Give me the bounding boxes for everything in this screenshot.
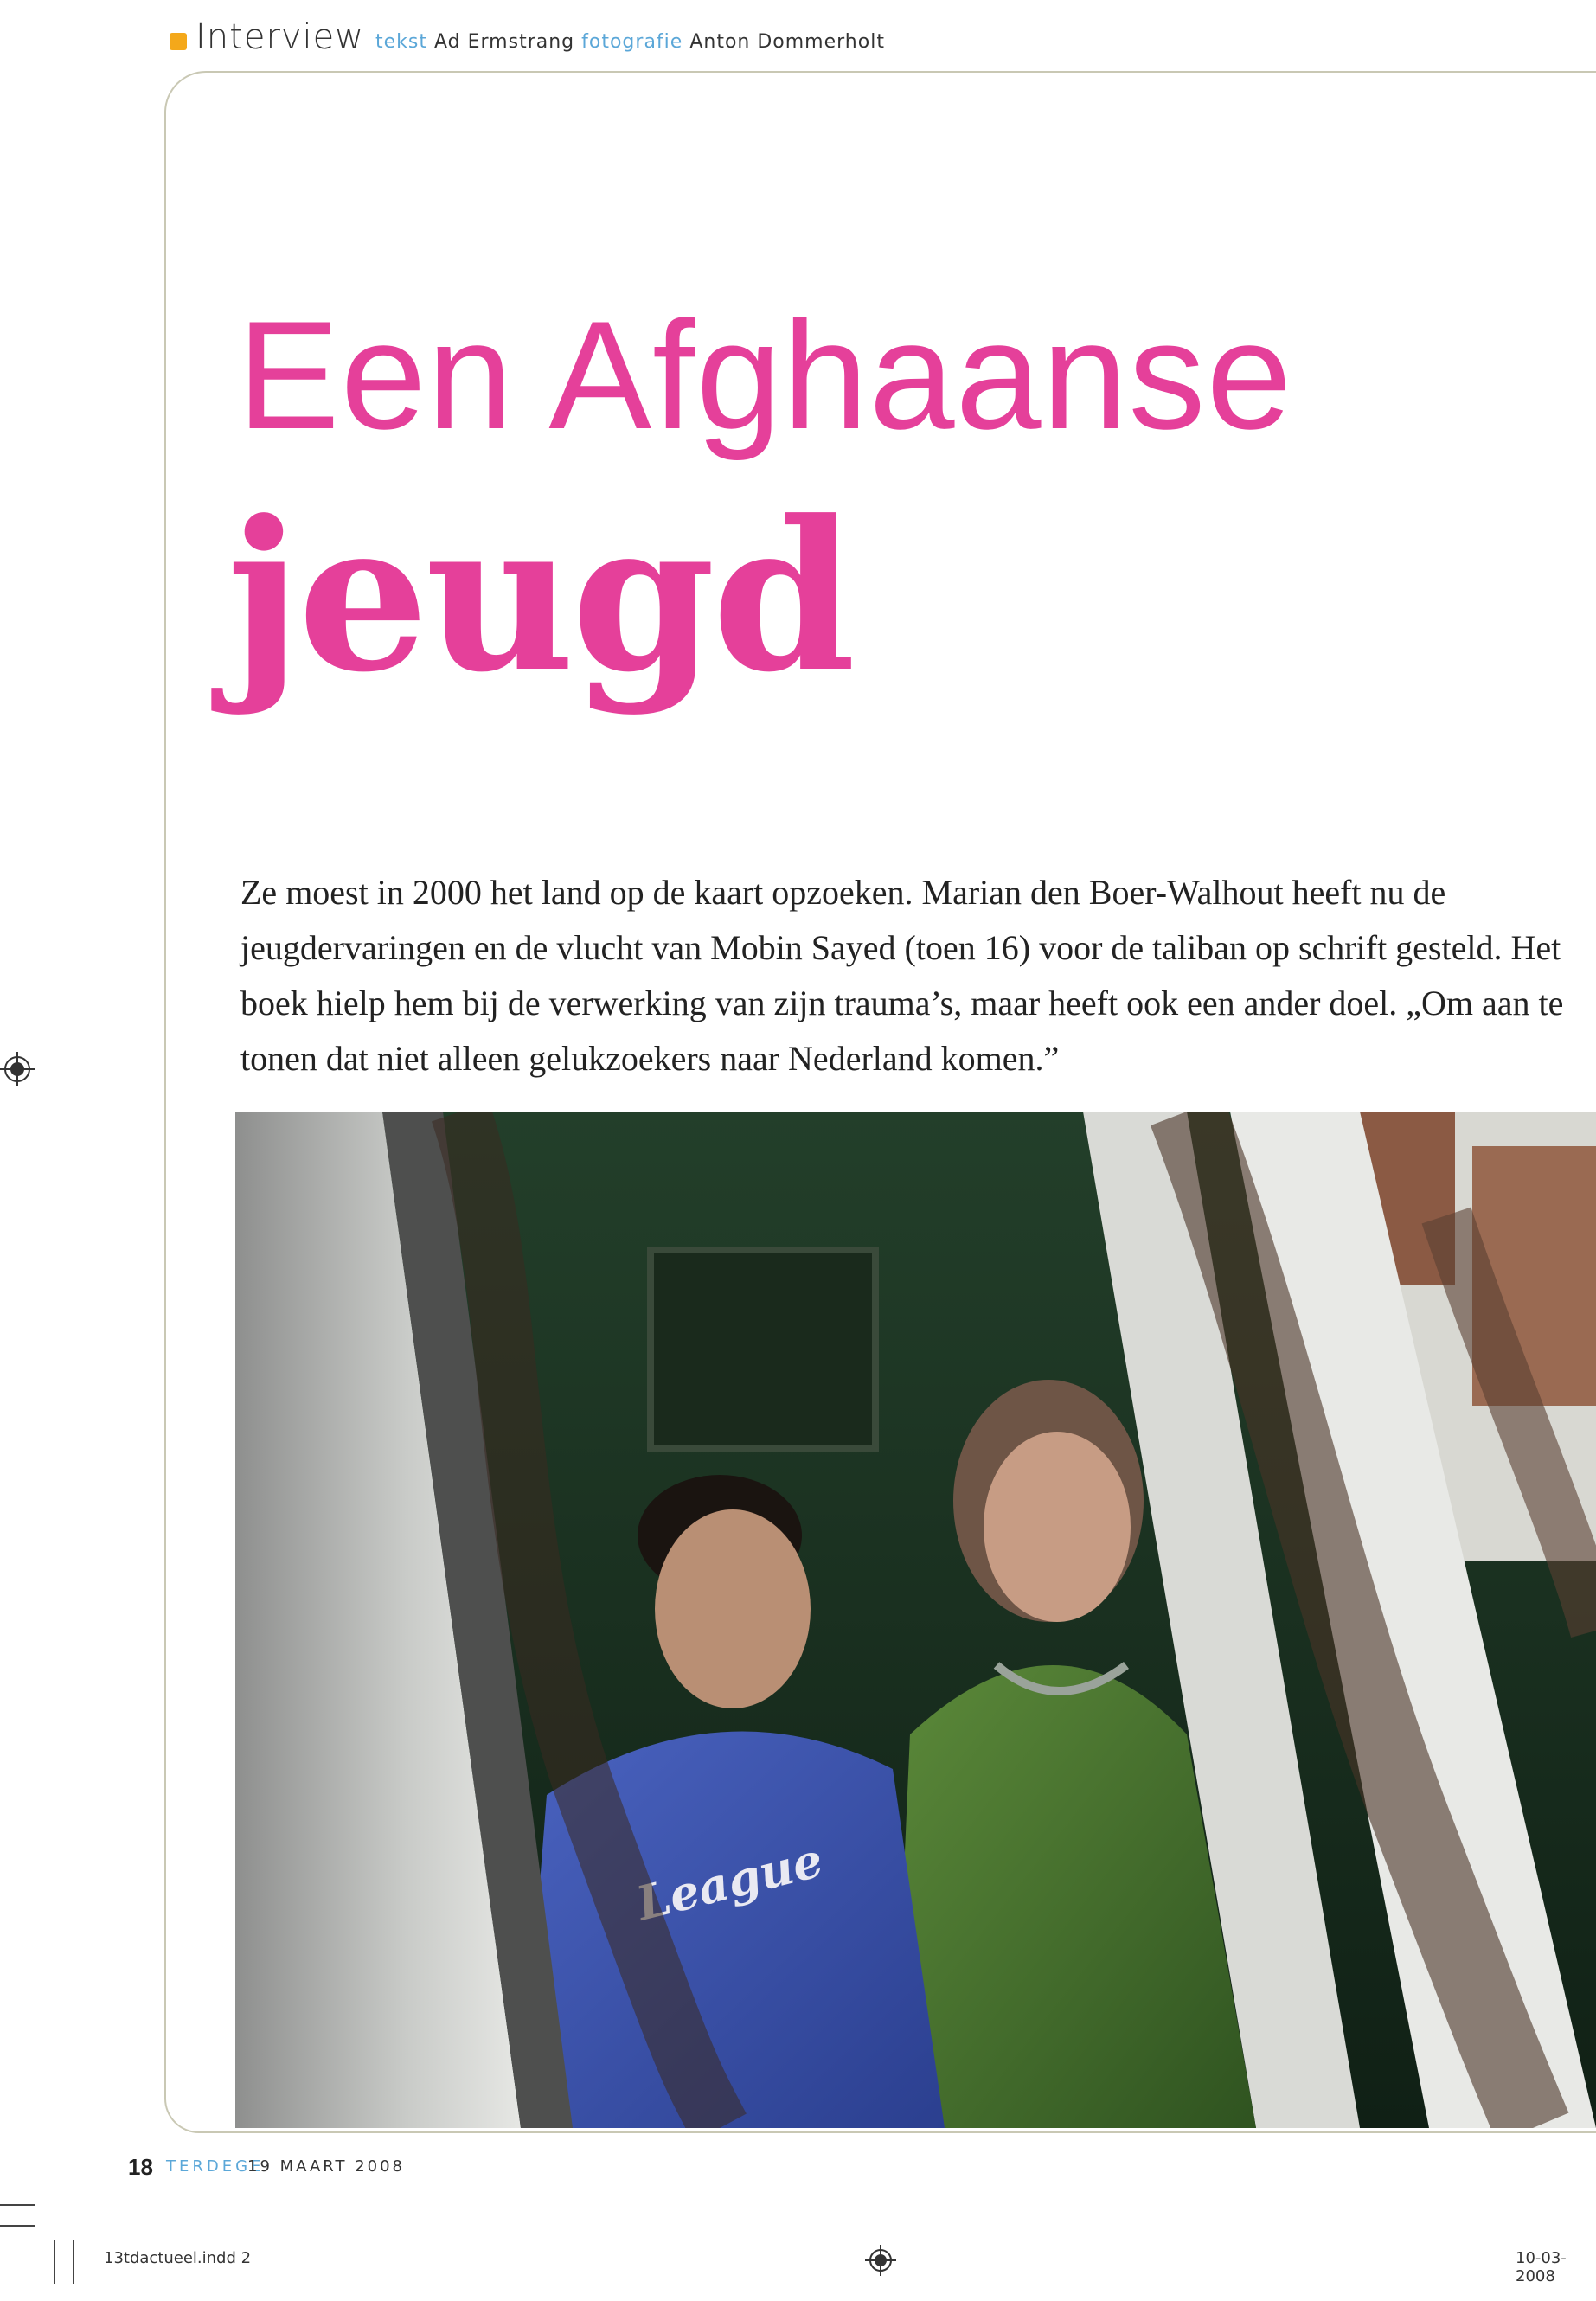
credit-photo-label: fotografie [581, 31, 683, 53]
registration-mark-icon [0, 1052, 35, 1086]
credit-photo-name: Anton Dommerholt [689, 31, 885, 53]
headline-line-1: Een Afghaanse [237, 289, 1293, 461]
crop-mark [0, 2204, 35, 2206]
crop-mark [0, 2225, 35, 2227]
magazine-name: TERDEGE [166, 2157, 265, 2176]
page-number: 18 [128, 2154, 153, 2180]
section-marker-icon [170, 33, 187, 50]
registration-mark-icon [865, 2245, 896, 2276]
crop-mark [73, 2240, 74, 2284]
slug-date: 10-03-2008 [1516, 2249, 1567, 2285]
credit-text-label: tekst [375, 31, 427, 53]
lead-paragraph: Ze moest in 2000 het land op de kaart opzoeken. Marian den Boer-Walhout heeft nu de jeugdervaringen en de vlucht van Mobin Sayed (toen 16) voor de taliban op schrift gesteld. Het boek hielp hem bij de verwerking van zijn trauma’s, maar heeft ook een ander doel. „Om aan te tonen dat niet alleen gelukzoekers naar Nederland komen.” [240, 873, 1564, 1078]
credit-text-name: Ad Ermstrang [434, 31, 575, 53]
headline-line-2: jeugd [227, 477, 853, 718]
credits-line [375, 31, 885, 53]
issue-date: 19 MAART 2008 [247, 2157, 406, 2176]
shirt-print: League [631, 1831, 829, 1932]
crop-mark [54, 2240, 55, 2284]
section-label: Interview [195, 17, 364, 57]
article-photo [235, 1112, 1596, 2128]
slug-filename: 13tdactueel.indd 2 [104, 2249, 252, 2267]
